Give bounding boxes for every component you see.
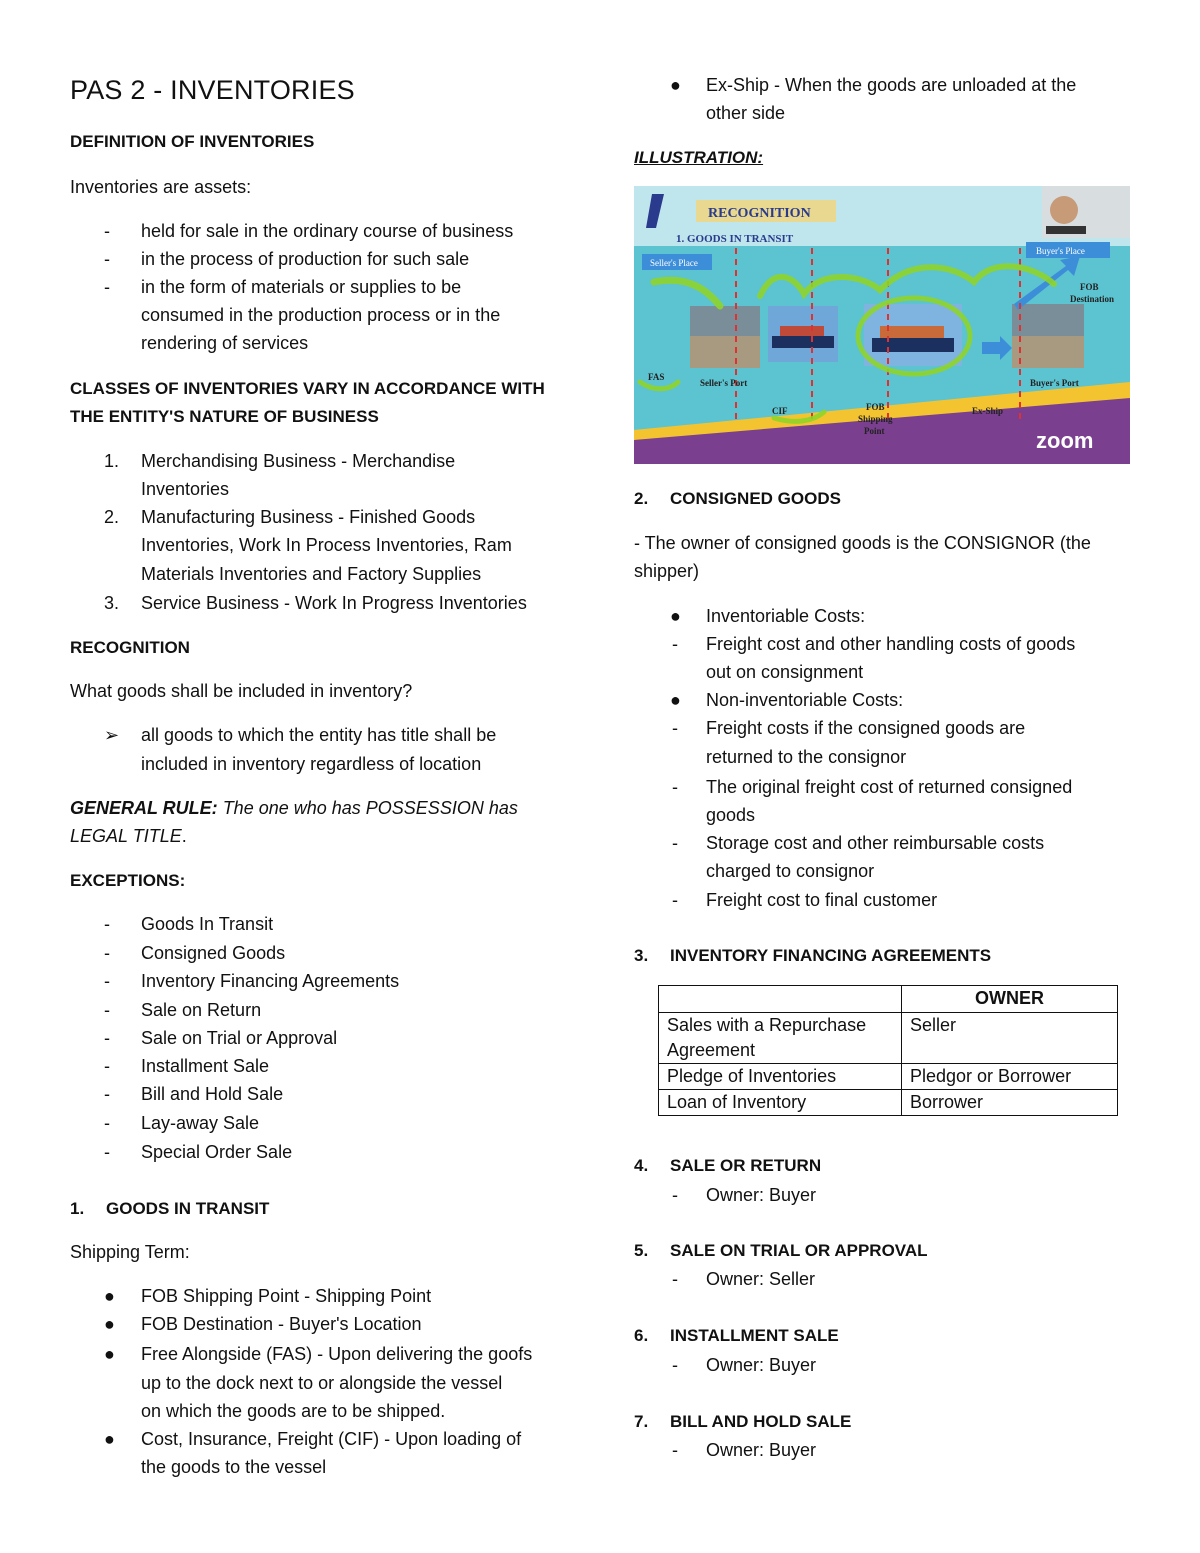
definition-item: consumed in the production process or in the bbox=[141, 305, 501, 325]
fas-label: FAS bbox=[648, 372, 665, 382]
dash-marker: - bbox=[104, 277, 110, 297]
ship-hull-1 bbox=[772, 336, 834, 348]
dash-marker: - bbox=[104, 1113, 110, 1133]
definition-intro: Inventories are assets: bbox=[70, 177, 252, 197]
cif-label: CIF bbox=[772, 406, 788, 416]
section-heading: INSTALLMENT SALE bbox=[670, 1326, 839, 1345]
noninventoriable-item: Freight costs if the consigned goods are bbox=[706, 718, 1026, 738]
dash-marker: - bbox=[672, 1185, 678, 1205]
shipping-term-item: Ex-Ship - When the goods are unloaded at the bbox=[706, 75, 1077, 95]
slide-title: RECOGNITION bbox=[708, 206, 811, 221]
dash-marker: - bbox=[104, 221, 110, 241]
bullet-icon: ● bbox=[104, 1314, 115, 1334]
table-cell: Pledge of Inventories bbox=[659, 1064, 902, 1090]
definition-heading: DEFINITION OF INVENTORIES bbox=[70, 132, 315, 151]
fob-shipping-point-label: Point bbox=[864, 426, 885, 436]
exship-label: Ex-Ship bbox=[972, 406, 1004, 416]
buyers-place-label: Buyer's Place bbox=[1036, 246, 1085, 256]
noninventoriable-item: returned to the consignor bbox=[706, 747, 907, 767]
owner-text: Owner: Buyer bbox=[706, 1185, 817, 1205]
dash-marker: - bbox=[672, 1440, 678, 1460]
general-rule-title: LEGAL TITLE bbox=[70, 826, 182, 846]
financing-heading: INVENTORY FINANCING AGREEMENTS bbox=[670, 946, 992, 965]
table-header-row bbox=[659, 986, 1118, 1013]
list-number: 2. bbox=[634, 489, 649, 508]
noninventoriable-item: Freight cost to final customer bbox=[706, 890, 938, 910]
shipping-term-label: Shipping Term: bbox=[70, 1242, 190, 1262]
general-rule bbox=[70, 794, 518, 822]
owner-text: Owner: Seller bbox=[706, 1269, 816, 1289]
shipping-term-item: up to the dock next to or alongside the vessel bbox=[141, 1373, 503, 1393]
ship-cargo-1 bbox=[780, 326, 824, 336]
general-rule-text: The one who has POSSESSION has bbox=[217, 798, 518, 818]
fob-destination-label: FOB bbox=[1080, 282, 1099, 292]
recognition-question: What goods shall be included in inventory? bbox=[70, 681, 413, 701]
exception-item: Consigned Goods bbox=[141, 943, 286, 963]
exception-item: Lay-away Sale bbox=[141, 1113, 260, 1133]
section-heading: BILL AND HOLD SALE bbox=[670, 1412, 852, 1431]
table-cell: Pledgor or Borrower bbox=[902, 1064, 1118, 1090]
noninventoriable-item: The original freight cost of returned consigned bbox=[706, 777, 1073, 797]
sellers-place-label: Seller's Place bbox=[650, 258, 698, 268]
list-number: 1. bbox=[104, 451, 120, 471]
table-cell: Borrower bbox=[902, 1090, 1118, 1116]
ship-cargo-2 bbox=[880, 326, 944, 338]
page-title: PAS 2 - INVENTORIES bbox=[70, 75, 355, 105]
general-rule-line2 bbox=[70, 822, 187, 850]
recognition-answer: included in inventory regardless of location bbox=[141, 754, 482, 774]
illustration-label: ILLUSTRATION: bbox=[634, 148, 764, 167]
table-cell bbox=[659, 1013, 902, 1064]
classes-heading: CLASSES OF INVENTORIES VARY IN ACCORDANCE WITH bbox=[70, 379, 545, 398]
general-rule-end: . bbox=[181, 826, 187, 846]
bullet-icon: ● bbox=[670, 690, 681, 710]
class-item: Inventories, Work In Process Inventories, Ram bbox=[141, 535, 512, 555]
recognition-answer: all goods to which the entity has title shall be bbox=[141, 725, 497, 745]
noninventoriable-label: Non-inventoriable Costs: bbox=[706, 690, 904, 710]
sellers-port-dock bbox=[690, 336, 760, 368]
buyers-port-dock bbox=[1012, 336, 1084, 368]
definition-item: held for sale in the ordinary course of business bbox=[141, 221, 514, 241]
bullet-icon: ● bbox=[104, 1286, 115, 1306]
consigned-intro: shipper) bbox=[634, 561, 700, 581]
dash-marker: - bbox=[672, 1355, 678, 1375]
noninventoriable-item: Storage cost and other reimbursable costs bbox=[706, 833, 1045, 853]
exception-item: Goods In Transit bbox=[141, 914, 274, 934]
webcam-name-tag bbox=[1046, 226, 1086, 234]
table-cell-line: Agreement bbox=[667, 1040, 756, 1060]
dash-marker: - bbox=[672, 1269, 678, 1289]
section-heading: SALE OR RETURN bbox=[670, 1156, 822, 1175]
bullet-icon: ● bbox=[670, 606, 681, 626]
exception-item: Sale on Trial or Approval bbox=[141, 1028, 338, 1048]
goods-in-transit-heading: GOODS IN TRANSIT bbox=[106, 1199, 270, 1218]
exception-item: Bill and Hold Sale bbox=[141, 1084, 284, 1104]
dash-marker: - bbox=[104, 914, 110, 934]
zoom-logo: zoom bbox=[1036, 428, 1094, 453]
exception-item: Special Order Sale bbox=[141, 1142, 293, 1162]
exception-item: Inventory Financing Agreements bbox=[141, 971, 400, 991]
classes-heading: THE ENTITY'S NATURE OF BUSINESS bbox=[70, 407, 379, 426]
noninventoriable-item: charged to consignor bbox=[706, 861, 875, 881]
bullet-icon: ● bbox=[670, 75, 681, 95]
shipping-term-item: FOB Shipping Point - Shipping Point bbox=[141, 1286, 432, 1306]
definition-item: in the process of production for such sale bbox=[141, 249, 470, 269]
dash-marker: - bbox=[104, 1000, 110, 1020]
webcam-face bbox=[1050, 196, 1078, 224]
class-item: Manufacturing Business - Finished Goods bbox=[141, 507, 476, 527]
table-cell bbox=[659, 986, 902, 1013]
consigned-intro: - The owner of consigned goods is the CONSIGNOR (the bbox=[634, 533, 1091, 553]
exception-item: Installment Sale bbox=[141, 1056, 270, 1076]
list-number: 3. bbox=[104, 593, 120, 613]
shipping-term-item: Free Alongside (FAS) - Upon delivering the goofs bbox=[141, 1344, 533, 1364]
list-number: 4. bbox=[634, 1156, 649, 1175]
table-cell: Seller bbox=[902, 1013, 1118, 1064]
definition-item: rendering of services bbox=[141, 333, 309, 353]
shipping-term-item: other side bbox=[706, 103, 786, 123]
shipping-term-item: Cost, Insurance, Freight (CIF) - Upon loading of bbox=[141, 1429, 522, 1449]
table-cell: Loan of Inventory bbox=[659, 1090, 902, 1116]
inventoriable-item: out on consignment bbox=[706, 662, 864, 682]
table-row bbox=[659, 1013, 1118, 1064]
exception-item: Sale on Return bbox=[141, 1000, 262, 1020]
dash-marker: - bbox=[104, 943, 110, 963]
owner-text: Owner: Buyer bbox=[706, 1355, 817, 1375]
dash-marker: - bbox=[104, 1028, 110, 1048]
dash-marker: - bbox=[104, 1142, 110, 1162]
inventoriable-item: Freight cost and other handling costs of goods bbox=[706, 634, 1076, 654]
list-number: 5. bbox=[634, 1241, 649, 1260]
list-number: 1. bbox=[70, 1199, 85, 1218]
goods-in-transit-illustration bbox=[634, 186, 1130, 464]
dash-marker: - bbox=[104, 249, 110, 269]
slide-subtitle: 1. GOODS IN TRANSIT bbox=[676, 233, 794, 245]
dash-marker: - bbox=[672, 833, 678, 853]
shipping-term-item: the goods to the vessel bbox=[141, 1457, 327, 1477]
dash-marker: - bbox=[672, 890, 678, 910]
sellers-port-label: Seller's Port bbox=[700, 378, 748, 388]
arrow-bullet-icon: ➢ bbox=[104, 725, 120, 745]
dash-marker: - bbox=[672, 777, 678, 797]
fob-shipping-point-label: Shipping bbox=[858, 414, 893, 424]
shipping-term-item: FOB Destination - Buyer's Location bbox=[141, 1314, 422, 1334]
table-cell-line: Sales with a Repurchase bbox=[667, 1015, 867, 1035]
list-number: 6. bbox=[634, 1326, 649, 1345]
class-item: Merchandising Business - Merchandise bbox=[141, 451, 456, 471]
dash-marker: - bbox=[104, 971, 110, 991]
fob-shipping-point-label: FOB bbox=[866, 402, 885, 412]
list-number: 2. bbox=[104, 507, 120, 527]
definition-item: in the form of materials or supplies to be bbox=[141, 277, 462, 297]
recognition-heading: RECOGNITION bbox=[70, 638, 190, 657]
owner-text: Owner: Buyer bbox=[706, 1440, 817, 1460]
bullet-icon: ● bbox=[104, 1344, 115, 1364]
dash-marker: - bbox=[104, 1056, 110, 1076]
table-header-owner: OWNER bbox=[902, 986, 1118, 1013]
dash-marker: - bbox=[104, 1084, 110, 1104]
dash-marker: - bbox=[672, 634, 678, 654]
inventoriable-label: Inventoriable Costs: bbox=[706, 606, 866, 626]
class-item: Service Business - Work In Progress Inventories bbox=[141, 593, 527, 613]
list-number: 7. bbox=[634, 1412, 649, 1431]
section-heading: SALE ON TRIAL OR APPROVAL bbox=[670, 1241, 928, 1260]
dash-marker: - bbox=[672, 718, 678, 738]
fob-destination-label: Destination bbox=[1070, 294, 1115, 304]
consigned-heading: CONSIGNED GOODS bbox=[670, 489, 841, 508]
table-row bbox=[659, 1090, 1118, 1116]
table-row bbox=[659, 1064, 1118, 1090]
bullet-icon: ● bbox=[104, 1429, 115, 1449]
shipping-term-item: on which the goods are to be shipped. bbox=[141, 1401, 446, 1421]
exceptions-heading: EXCEPTIONS: bbox=[70, 871, 186, 890]
list-number: 3. bbox=[634, 946, 649, 965]
buyers-port-label: Buyer's Port bbox=[1030, 378, 1079, 388]
class-item: Inventories bbox=[141, 479, 230, 499]
financing-table bbox=[658, 985, 1118, 1116]
class-item: Materials Inventories and Factory Supplies bbox=[141, 564, 482, 584]
ship-hull-2 bbox=[872, 338, 954, 352]
noninventoriable-item: goods bbox=[706, 805, 756, 825]
general-rule-label: GENERAL RULE: bbox=[70, 798, 218, 818]
